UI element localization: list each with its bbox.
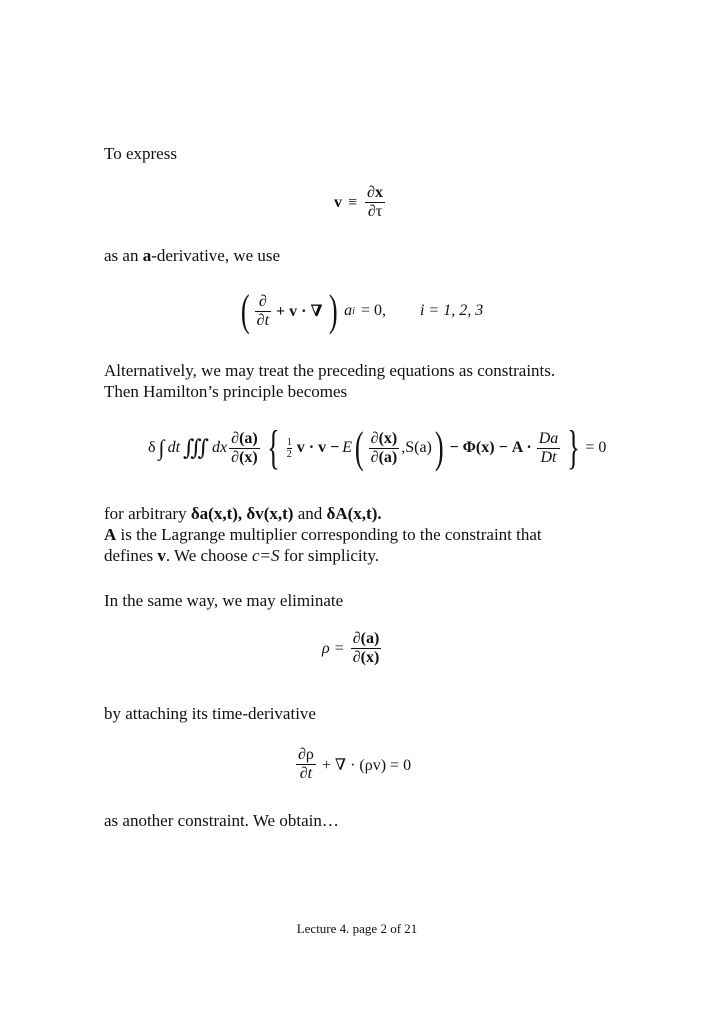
p4-line3-b: . We choose xyxy=(165,546,252,565)
eq4-fraction xyxy=(351,630,382,667)
eq4-op: = xyxy=(334,639,344,657)
paragraph-a-derivative xyxy=(104,245,280,267)
paragraph-alternatively-2: Then Hamilton’s principle becomes xyxy=(104,382,348,401)
left-paren: ( xyxy=(354,423,364,472)
eq3-S: ,S(a) xyxy=(401,439,432,456)
eq4-lhs: ρ xyxy=(322,639,330,657)
equation-advection xyxy=(238,286,484,335)
paragraph-alternatively-1: Alternatively, we may treat the preceding equations as constraints. xyxy=(104,361,556,380)
eq5-rest: + ∇ · (ρv) = 0 xyxy=(321,756,412,774)
eq3-integral: ∫ xyxy=(158,435,165,460)
eq5-fraction xyxy=(296,746,316,783)
eq2-var: a xyxy=(344,302,353,319)
eq5-num: ∂ρ xyxy=(298,746,314,763)
paragraph-another-constraint: as another constraint. We obtain… xyxy=(104,811,339,830)
right-brace: } xyxy=(567,421,581,474)
eq3-triple-integral: ∭ xyxy=(183,435,210,460)
left-brace: { xyxy=(266,421,280,474)
eq3-half-den: 2 xyxy=(286,448,292,460)
paragraph-arbitrary xyxy=(104,503,382,525)
eq3-material-derivative xyxy=(537,430,561,467)
eq3-phi: − Φ(x) − A · xyxy=(449,439,532,456)
eq4-den: ∂(x) xyxy=(352,649,380,666)
p4-line2-rest: is the Lagrange multiplier corresponding to the constraint that xyxy=(116,525,542,544)
equation-density xyxy=(322,630,383,667)
page-footer: Lecture 4. page 2 of 21 xyxy=(296,921,418,936)
eq3-vv: v · v − xyxy=(296,439,340,456)
eq3-D-num: Da xyxy=(538,429,559,447)
paragraph-same-way: In the same way, we may eliminate xyxy=(104,591,344,610)
p2-prefix: as an xyxy=(104,246,143,265)
equation-velocity-definition xyxy=(334,184,387,221)
eq1-num: ∂x xyxy=(367,184,383,201)
eq3-half xyxy=(287,437,292,460)
eq2-rhs: = 0, xyxy=(360,302,386,319)
p2-suffix: -derivative, we use xyxy=(151,246,281,265)
eq1-lhs: v xyxy=(334,193,342,211)
eq1-op: ≡ xyxy=(348,193,358,211)
p4-line3-a: defines xyxy=(104,546,158,565)
eq3-inner-jacobian xyxy=(369,430,400,467)
paragraph-to-express: To express xyxy=(104,144,177,163)
p4-d: δA(x,t). xyxy=(326,504,382,523)
eq3-jacobian xyxy=(229,430,260,467)
p4-line3-italic: c=S xyxy=(251,546,280,565)
eq3-inner-num: ∂(x) xyxy=(370,429,398,447)
eq3-half-num: 1 xyxy=(286,436,292,448)
p2-bold: a xyxy=(142,246,152,265)
paragraph-attaching: by attaching its time-derivative xyxy=(104,704,316,723)
eq2-den: ∂t xyxy=(256,311,270,329)
eq3-jac-num: ∂(a) xyxy=(231,429,258,447)
right-paren: ) xyxy=(434,423,444,472)
eq5-den: ∂t xyxy=(299,765,313,782)
eq4-num: ∂(a) xyxy=(352,630,380,647)
eq1-fraction xyxy=(365,184,385,221)
p4-c: and xyxy=(293,504,327,523)
p4-b: δa(x,t), δv(x,t) xyxy=(190,504,294,523)
eq2-mid: + v · ∇ xyxy=(276,303,323,320)
eq1-den: ∂τ xyxy=(367,203,383,220)
eq3-D-den: Dt xyxy=(540,448,557,466)
eq2-cond: i = 1, 2, 3 xyxy=(419,302,484,319)
p4-line2-bold: A xyxy=(104,525,117,544)
eq3-E: E xyxy=(342,439,352,456)
right-paren: ) xyxy=(328,286,338,335)
p4-a: for arbitrary xyxy=(104,504,191,523)
p4-line3-bold: v xyxy=(157,546,166,565)
equation-hamilton-principle xyxy=(148,421,607,474)
eq2-fraction xyxy=(255,293,271,330)
paragraph-defines xyxy=(104,545,379,567)
p4-line3-c: for simplicity. xyxy=(279,546,379,565)
eq3-jac-den: ∂(x) xyxy=(231,448,258,466)
eq2-num: ∂ xyxy=(258,292,267,310)
eq3-dx: dx xyxy=(212,439,228,456)
equation-continuity xyxy=(294,746,411,783)
eq3-delta: δ xyxy=(148,439,156,456)
eq3-rhs: = 0 xyxy=(585,439,607,456)
eq3-dt: dt xyxy=(167,439,181,456)
paragraph-lagrange xyxy=(104,524,542,546)
eq3-inner-den: ∂(a) xyxy=(370,448,398,466)
left-paren: ( xyxy=(240,286,250,335)
eq2-sub: i xyxy=(352,305,355,317)
